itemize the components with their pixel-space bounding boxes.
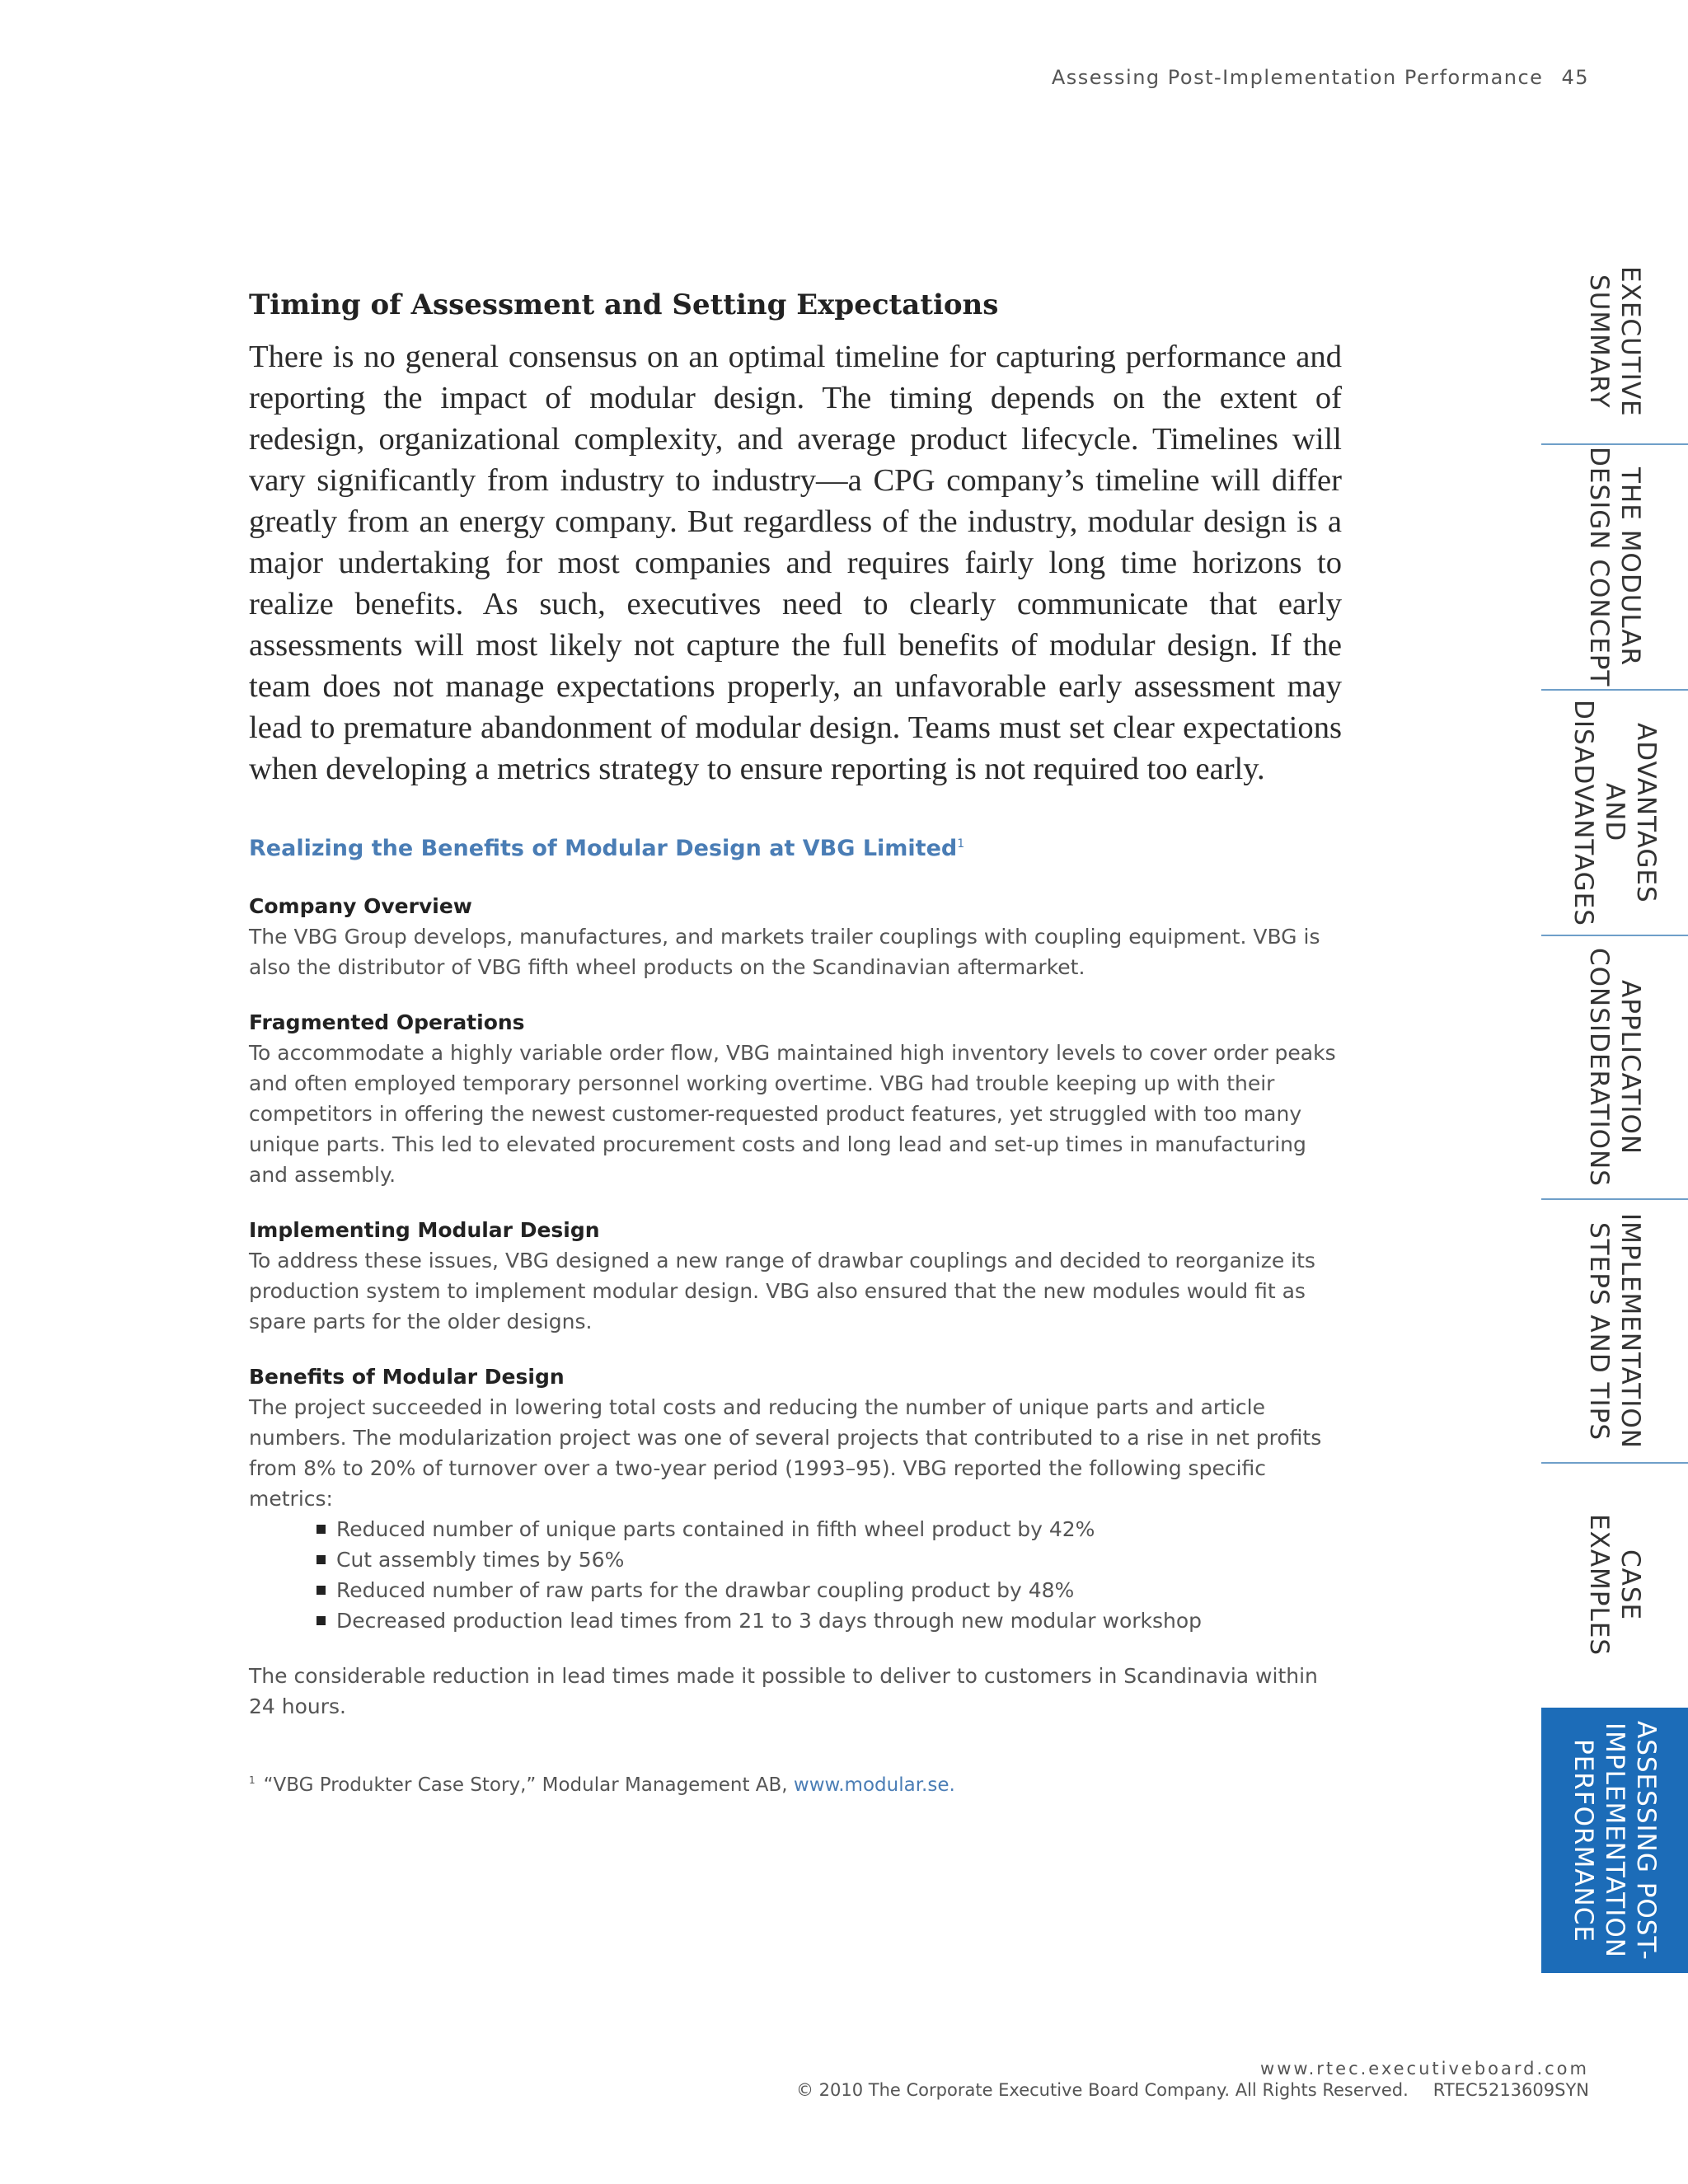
list-item bbox=[316, 1605, 1342, 1636]
tab-application-considerations[interactable] bbox=[1541, 936, 1688, 1200]
tab-label: THE MODULAR DESIGN CONCEPT bbox=[1584, 447, 1645, 687]
page-footer bbox=[796, 2058, 1589, 2101]
list-item-text: Reduced number of unique parts contained in fifth wheel product by 42% bbox=[336, 1517, 1095, 1541]
tab-label: IMPLEMENTATION STEPS AND TIPS bbox=[1584, 1213, 1645, 1449]
case-study-title-text: Realizing the Benefits of Modular Design at VBG Limited bbox=[249, 836, 958, 861]
footnote-text: “VBG Produkter Case Story,” Modular Management AB, bbox=[263, 1774, 788, 1796]
footnote-marker: 1 bbox=[957, 837, 965, 851]
list-item bbox=[316, 1575, 1342, 1605]
footer-copyright: © 2010 The Corporate Executive Board Company. All Rights Reserved. bbox=[795, 2080, 1409, 2100]
list-item-text: Cut assembly times by 56% bbox=[336, 1548, 625, 1572]
running-title: Assessing Post-Implementation Performance bbox=[1051, 66, 1544, 89]
page-number: 45 bbox=[1561, 66, 1589, 89]
main-content bbox=[249, 288, 1342, 1796]
case-study-title bbox=[249, 836, 1342, 861]
tab-case-examples[interactable] bbox=[1541, 1464, 1688, 1706]
tab-implementation-steps[interactable] bbox=[1541, 1200, 1688, 1464]
tab-modular-design-concept[interactable] bbox=[1541, 445, 1688, 691]
company-overview-text: The VBG Group develops, manufactures, and markets trailer couplings with coupling equipment. VBG is also the distributor of VBG fifth wheel products on the Scandinavian aftermarket. bbox=[249, 925, 1320, 979]
list-item bbox=[316, 1544, 1342, 1575]
footnote-link[interactable]: www.modular.se. bbox=[793, 1774, 955, 1796]
list-item-text: Reduced number of raw parts for the drawbar coupling product by 48% bbox=[336, 1578, 1075, 1602]
square-bullet-icon bbox=[316, 1525, 326, 1534]
list-item bbox=[316, 1514, 1342, 1544]
footer-code: RTEC5213609SYN bbox=[1432, 2080, 1589, 2100]
benefits-heading: Benefits of Modular Design bbox=[249, 1365, 565, 1389]
fragmented-operations-text: To accommodate a highly variable order flow, VBG maintained high inventory levels to cover order peaks and often employed temporary personnel working overtime. VBG had trouble keeping up with their competitors in offering the newest customer-requested product features, yet struggled with too many unique parts. This led to elevated procurement costs and long lead and set-up times in manufacturing and assembly. bbox=[249, 1041, 1336, 1187]
tab-executive-summary[interactable] bbox=[1541, 239, 1688, 445]
list-item-text: Decreased production lead times from 21 to 3 days through new modular workshop bbox=[336, 1609, 1203, 1633]
section-title: Timing of Assessment and Setting Expectations bbox=[249, 288, 999, 321]
tab-label: APPLICATION CONSIDERATIONS bbox=[1584, 948, 1645, 1187]
intro-paragraph: There is no general consensus on an optimal timeline for capturing performance and reporting the impact of modular design. The timing depends on the extent of redesign, organizational complexity, and average product lifecycle. Timelines will vary significantly from industry to industry—a CPG company’s timeline will differ greatly from an energy company. But regardless of the industry, modular design is a major undertaking for most companies and requires fairly long time horizons to realize benefits. As such, executives need to clearly communicate that early assessments will most likely not capture the full benefits of modular design. If the team does not manage expectations properly, an unfavorable early assessment may lead to premature abandonment of modular design. Teams must set clear expectations when developing a metrics strategy to ensure reporting is not required too early. bbox=[249, 340, 1342, 786]
footer-url[interactable]: www.rtec.executiveboard.com bbox=[1260, 2059, 1589, 2079]
square-bullet-icon bbox=[316, 1555, 326, 1564]
running-header bbox=[1052, 66, 1589, 89]
metrics-list bbox=[249, 1514, 1342, 1636]
footnote bbox=[249, 1774, 1342, 1796]
tab-label: ASSESSING POST- IMPLEMENTATION PERFORMANCE bbox=[1568, 1720, 1661, 1961]
tab-advantages-disadvantages[interactable] bbox=[1541, 691, 1688, 936]
benefits-text: The project succeeded in lowering total costs and reducing the number of unique parts and article numbers. The modularization project was one of several projects that contributed to a rise in net profits from 8% to 20% of turnover over a two-year period (1993–95). VBG reported the following specific metrics: bbox=[249, 1395, 1322, 1511]
tab-assessing-performance[interactable] bbox=[1541, 1708, 1688, 1973]
implementing-modular-design-text: To address these issues, VBG designed a new range of drawbar couplings and decided to reorganize its production system to implement modular design. VBG also ensured that the new modules would fit as spare parts for the older designs. bbox=[249, 1249, 1315, 1333]
square-bullet-icon bbox=[316, 1616, 326, 1625]
tab-label: ADVANTAGES AND DISADVANTAGES bbox=[1568, 699, 1661, 926]
closing-paragraph: The considerable reduction in lead times made it possible to deliver to customers in Scandinavia within 24 hours. bbox=[249, 1664, 1318, 1718]
tab-label: EXECUTIVE SUMMARY bbox=[1584, 265, 1645, 417]
footnote-number: 1 bbox=[249, 1774, 256, 1787]
tab-label: CASE EXAMPLES bbox=[1584, 1513, 1645, 1656]
square-bullet-icon bbox=[316, 1586, 326, 1595]
fragmented-operations-heading: Fragmented Operations bbox=[249, 1010, 525, 1034]
implementing-modular-design-heading: Implementing Modular Design bbox=[249, 1218, 600, 1242]
company-overview-heading: Company Overview bbox=[249, 894, 472, 918]
